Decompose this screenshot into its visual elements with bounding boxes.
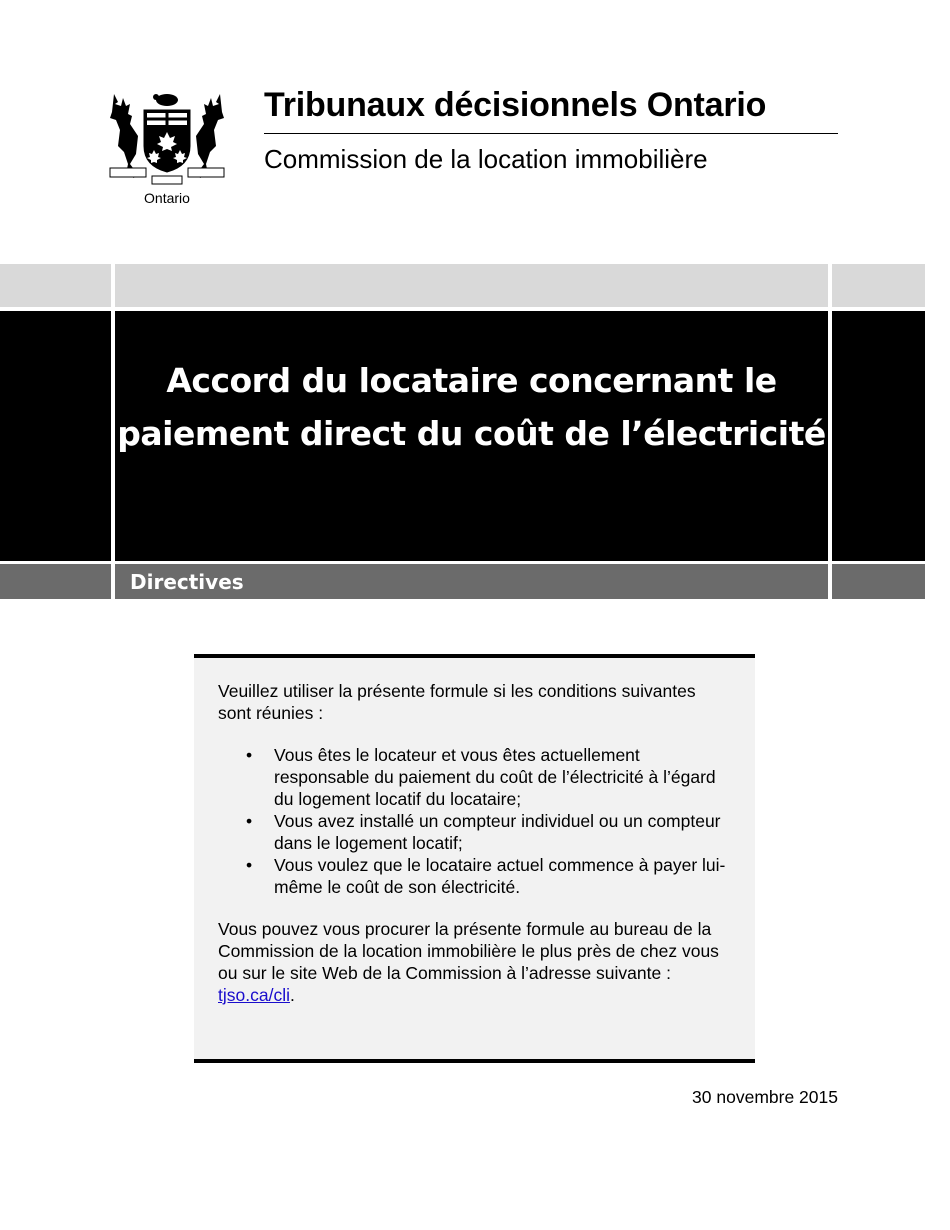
header-divider [264,133,838,134]
section-label-directives: Directives [130,570,244,594]
form-title: Accord du locataire concernant le paiement direct du coût de l’électricité [117,361,826,453]
trailing-punctuation: . [289,985,295,1005]
instructions-intro: Veuillez utiliser la présente formule si les conditions suivantes sont réunies : [218,681,696,723]
website-link[interactable]: tjso.ca/cli [218,985,290,1005]
availability-text: Vous pouvez vous procurer la présente formule au bureau de la Commission de la location immobilière le plus près de chez vous ou sur le site Web de la Commission à l’adresse suivante : [218,919,719,983]
banner-top-band [0,264,925,307]
instructions-box [194,654,755,1063]
conditions-list [218,744,731,898]
logo-caption: Ontario [144,190,190,206]
document-date: 30 novembre 2015 [692,1087,838,1107]
banner-divider-right [828,264,832,599]
condition-item: • Vous êtes le locateur et vous êtes actuellement responsable du paiement du coût de l’électricité à l’égard du logement locatif du locataire; [274,744,731,810]
condition-item: • Vous voulez que le locataire actuel commence à payer lui-même le coût de son électricité. [274,854,731,898]
condition-item: • Vous avez installé un compteur individuel ou un compteur dans le logement locatif; [274,810,731,854]
organization-title: Tribunaux décisionnels Ontario [264,86,767,124]
availability-paragraph [218,918,731,1006]
organization-subtitle: Commission de la location immobilière [264,144,708,174]
